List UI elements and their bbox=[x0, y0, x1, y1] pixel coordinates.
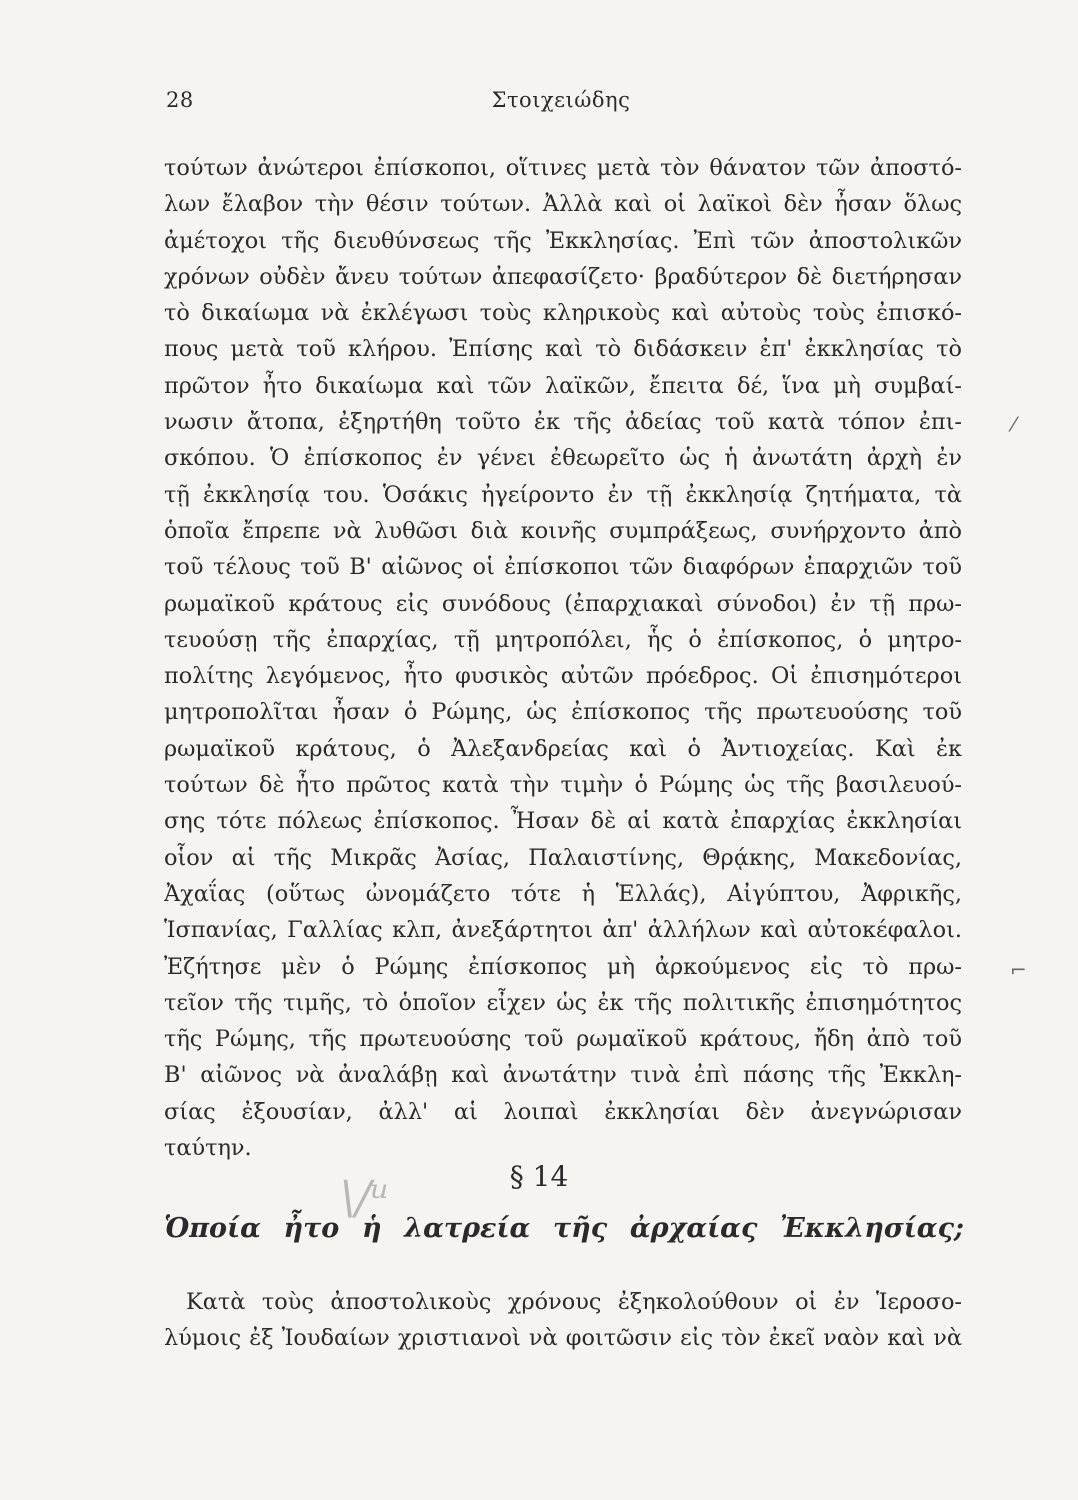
text-line: ρωμαϊκοῦ κράτους εἰς συνόδους (ἐπαρχιακαὶ σύνοδοι) ἐν τῇ πρω- bbox=[164, 590, 962, 617]
page-number: 28 bbox=[166, 88, 194, 112]
section-text-line: λύμοις ἐξ Ἰουδαίων χριστιανοὶ νὰ φοιτῶσιν εἰς τὸν ἐκεῖ ναὸν καὶ νὰ bbox=[164, 1325, 962, 1352]
page-header bbox=[166, 88, 956, 118]
text-line: σης τότε πόλεως ἐπίσκοπος. Ἦσαν δὲ αἱ κατὰ ἐπαρχίας ἐκκλησίαι bbox=[164, 808, 962, 835]
text-line: σκόπου. Ὁ ἐπίσκοπος ἐν γένει ἐθεωρεῖτο ὡς ἡ ἀνωτάτη ἀρχὴ ἐν bbox=[164, 445, 962, 472]
margin-mark-icon: ⁄ bbox=[1012, 412, 1016, 436]
running-title: Στοιχειώδης bbox=[491, 88, 631, 112]
text-line: οἷον αἱ τῆς Μικρᾶς Ἀσίας, Παλαιστίνης, Θρᾴκης, Μακεδονίας, bbox=[164, 844, 962, 871]
text-line: τῇ ἐκκλησίᾳ του. Ὁσάκις ἠγείροντο ἐν τῇ ἐκκλησίᾳ ζητήματα, τὰ bbox=[164, 481, 962, 508]
section-text-line: Κατὰ τοὺς ἀποστολικοὺς χρόνους ἐξηκολούθουν οἱ ἐν Ἱεροσο- bbox=[186, 1289, 962, 1315]
text-line: τὸ δικαίωμα νὰ ἐκλέγωσι τοὺς κληρικοὺς καὶ αὐτοὺς τοὺς ἐπισκό- bbox=[164, 300, 962, 327]
text-line: τῆς Ρώμης, τῆς πρωτευούσης τοῦ ρωμαϊκοῦ κράτους, ἤδη ἀπὸ τοῦ bbox=[164, 1026, 962, 1053]
text-line: σίας ἐξουσίαν, ἀλλ' αἱ λοιπαὶ ἐκκλησίαι δὲν ἀνεγνώρισαν bbox=[164, 1098, 962, 1125]
text-line: Ἀχαΐας (οὕτως ὠνομάζετο τότε ἡ Ἑλλάς), Αἰγύπτου, Ἀφρικῆς, bbox=[164, 880, 962, 907]
section-mark: § 14 bbox=[509, 1160, 569, 1193]
text-line: Ἱσπανίας, Γαλλίας κλπ, ἀνεξάρτητοι ἀπ' ἀλλήλων καὶ αὐτοκέφαλοι. bbox=[164, 917, 962, 944]
text-line: ὁποῖα ἔπρεπε νὰ λυθῶσι διὰ κοινῆς συμπράξεως, συνήρχοντο ἀπὸ bbox=[164, 517, 962, 544]
margin-mark-icon: ⌐ bbox=[1010, 958, 1027, 982]
text-line: ἀμέτοχοι τῆς διευθύνσεως τῆς Ἐκκλησίας. Ἐπὶ τῶν ἀποστολικῶν bbox=[164, 227, 962, 254]
pencil-annotation: \/ᵘ bbox=[340, 1170, 390, 1224]
text-line: Ἐζήτησε μὲν ὁ Ρώμης ἐπίσκοπος μὴ ἀρκούμενος εἰς τὸ πρω- bbox=[164, 953, 962, 980]
text-line: τεῖον τῆς τιμῆς, τὸ ὁποῖον εἶχεν ὡς ἐκ τῆς πολιτικῆς ἐπισημότητος bbox=[164, 989, 962, 1016]
text-line: ρωμαϊκοῦ κράτους, ὁ Ἀλεξανδρείας καὶ ὁ Ἀντιοχείας. Καὶ ἐκ bbox=[164, 735, 962, 762]
text-line: τούτων ἀνώτεροι ἐπίσκοποι, οἵτινες μετὰ τὸν θάνατον τῶν ἀποστό- bbox=[164, 155, 962, 181]
body-text bbox=[164, 150, 962, 1166]
section-text bbox=[164, 1284, 962, 1357]
text-line: χρόνων οὐδὲν ἄνευ τούτων ἀπεφασίζετο· βραδύτερον δὲ διετήρησαν bbox=[164, 263, 962, 290]
text-line: μητροπολῖται ἦσαν ὁ Ρώμης, ὡς ἐπίσκοπος τῆς πρωτευούσης τοῦ bbox=[164, 699, 962, 726]
text-line: πους μετὰ τοῦ κλήρου. Ἐπίσης καὶ τὸ διδάσκειν ἐπ' ἐκκλησίας τὸ bbox=[164, 336, 962, 363]
text-line: τευούσῃ τῆς ἐπαρχίας, τῇ μητροπόλει, ἧς ὁ ἐπίσκοπος, ὁ μητρο- bbox=[164, 626, 962, 653]
text-line: τούτων δὲ ἦτο πρῶτος κατὰ τὴν τιμὴν ὁ Ρώμης ὡς τῆς βασιλευού- bbox=[164, 772, 962, 799]
text-line: Β' αἰῶνος νὰ ἀναλάβῃ καὶ ἀνωτάτην τινὰ ἐπὶ πάσης τῆς Ἐκκλη- bbox=[164, 1062, 962, 1089]
text-line: ταύτην. bbox=[164, 1135, 252, 1162]
text-line: τοῦ τέλους τοῦ Β' αἰῶνος οἱ ἐπίσκοποι τῶν διαφόρων ἐπαρχιῶν τοῦ bbox=[164, 554, 962, 581]
text-line: πρῶτον ἦτο δικαίωμα καὶ τῶν λαϊκῶν, ἔπειτα δέ, ἵνα μὴ συμβαί- bbox=[164, 372, 962, 399]
text-line: πολίτης λεγόμενος, ἦτο φυσικὸς αὐτῶν πρόεδρος. Οἱ ἐπισημότεροι bbox=[164, 663, 962, 690]
section-title: Ὁποία ἦτο ἡ λατρεία τῆς ἀρχαίας Ἐκκλησίας; bbox=[164, 1213, 964, 1244]
text-line: νωσιν ἄτοπα, ἐξηρτήθη τοῦτο ἐκ τῆς ἀδείας τοῦ κατὰ τόπον ἐπι- bbox=[164, 409, 962, 436]
text-line: λων ἔλαβον τὴν θέσιν τούτων. Ἀλλὰ καὶ οἱ λαϊκοὶ δὲν ἦσαν ὅλως bbox=[164, 191, 962, 218]
